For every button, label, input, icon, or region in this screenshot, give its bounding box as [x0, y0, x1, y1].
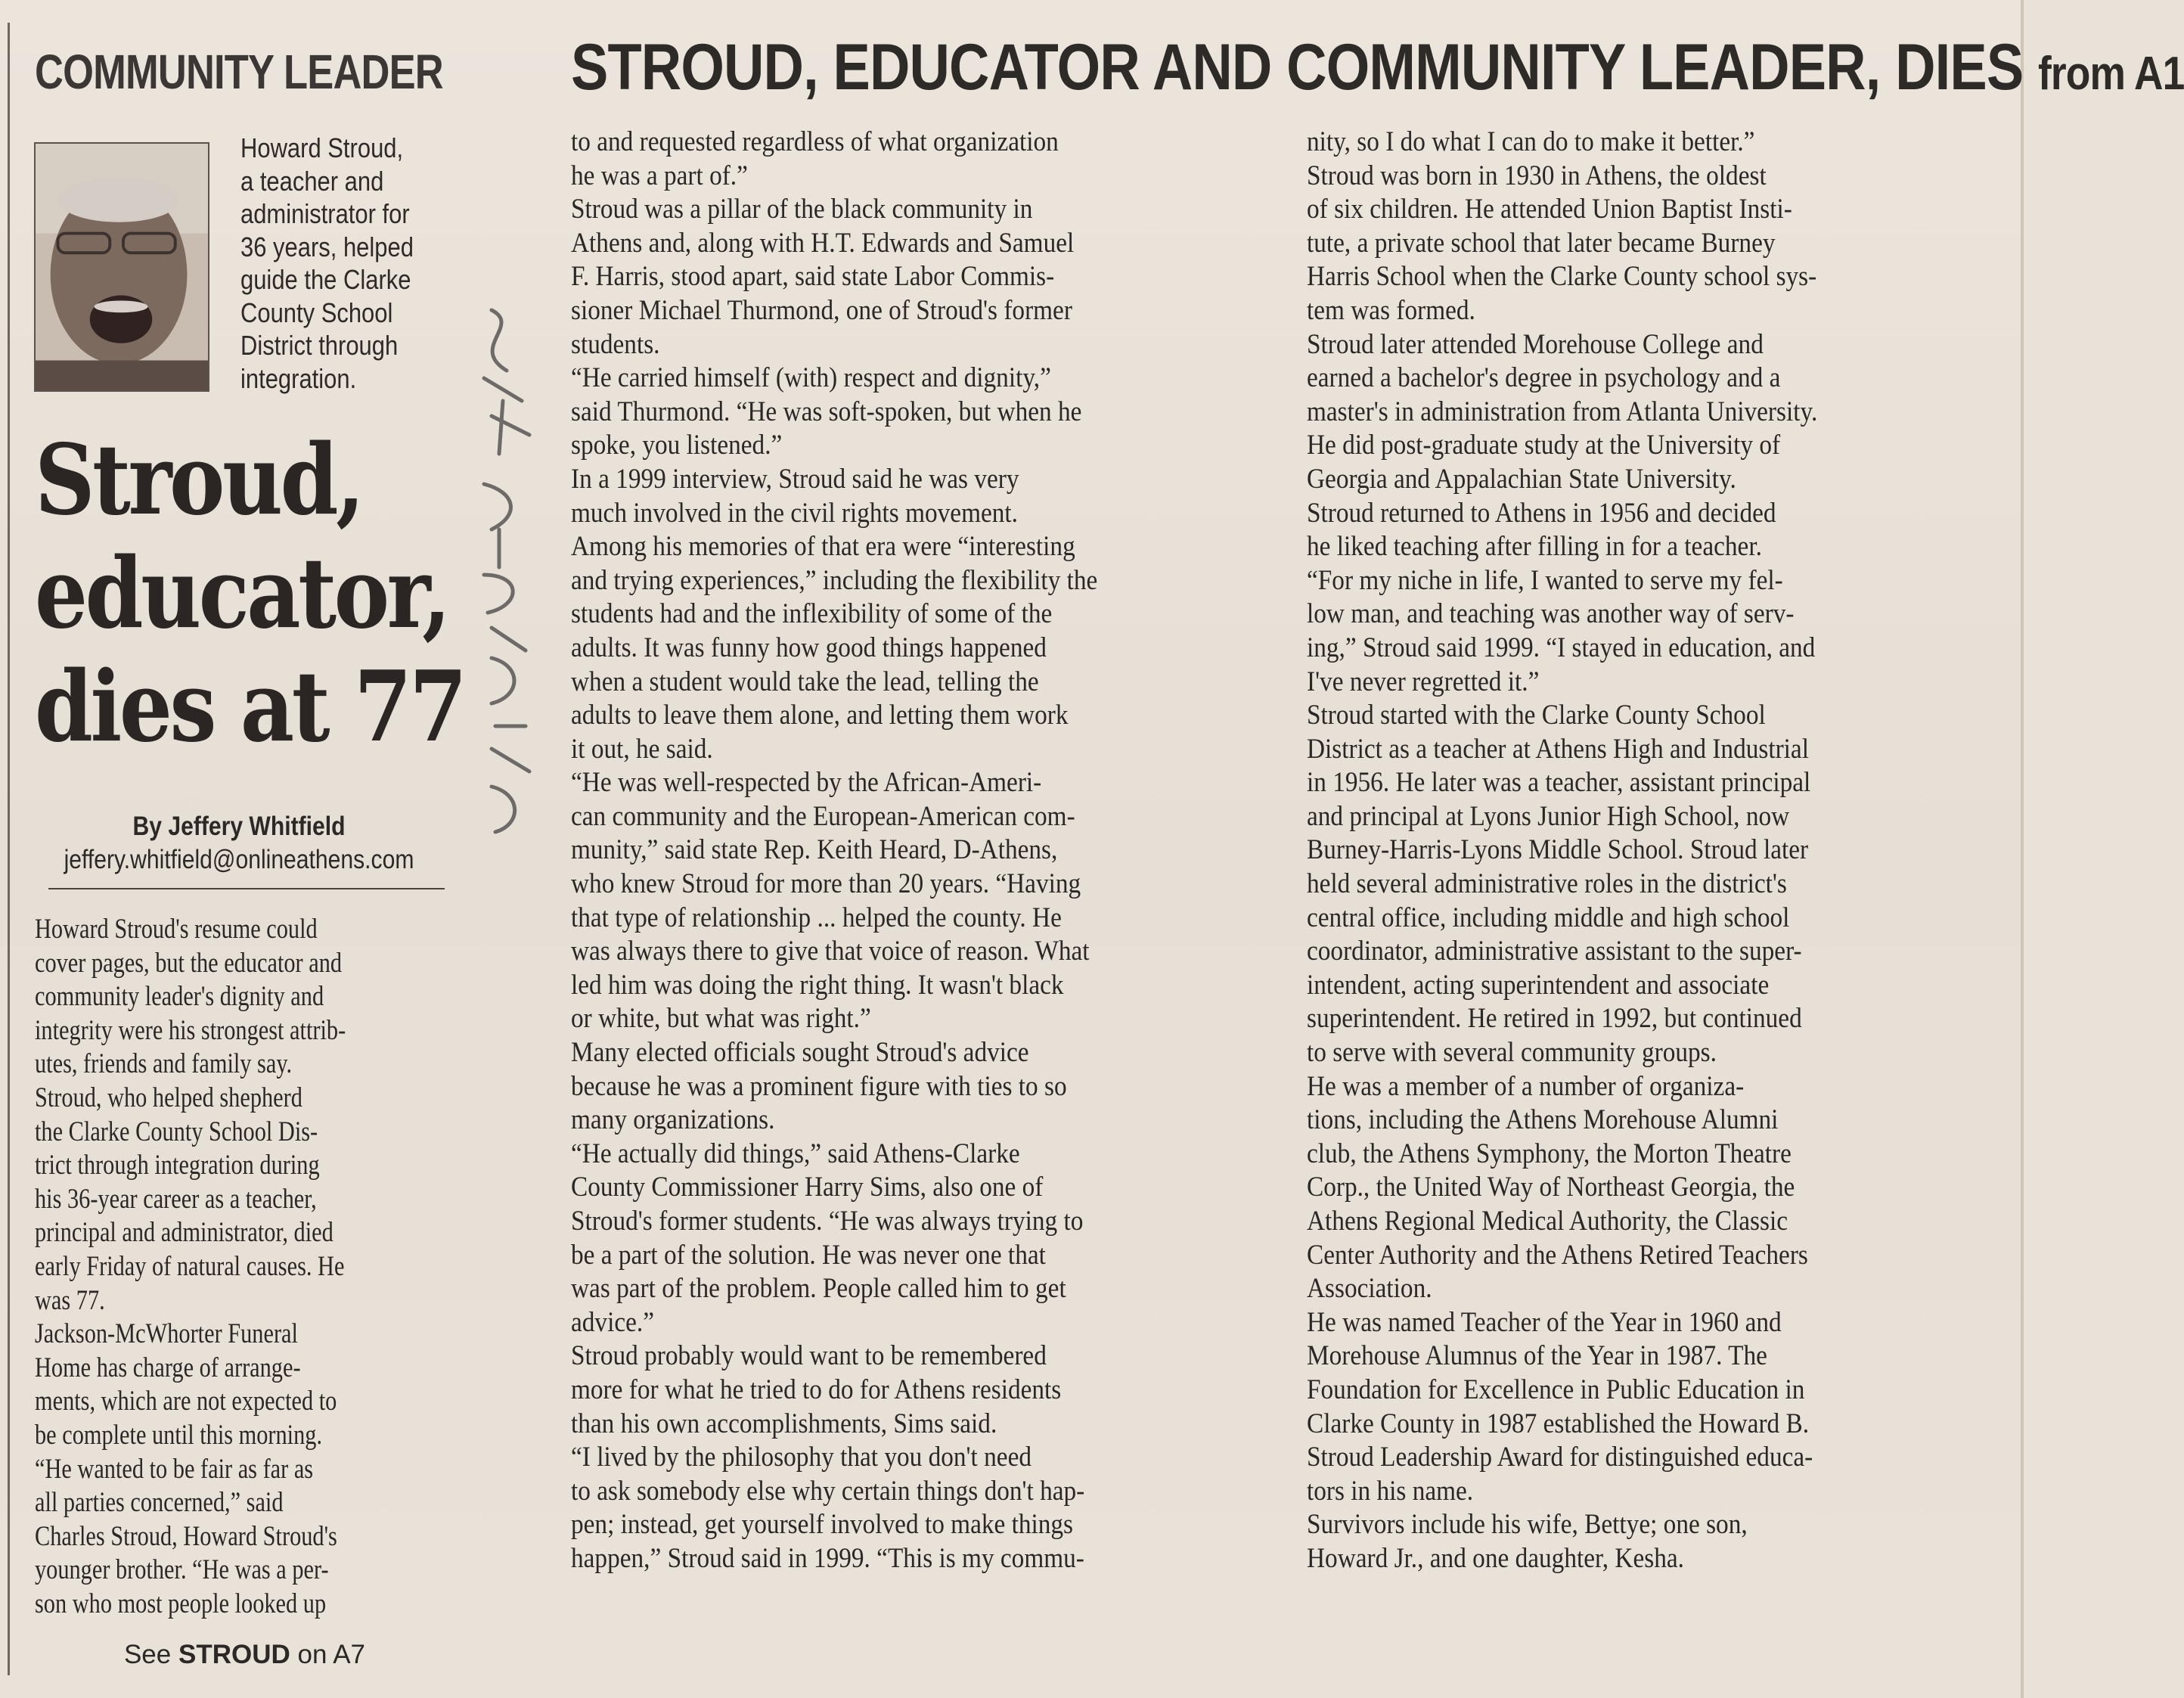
article-line: Stroud started with the Clarke County School [1307, 700, 1766, 731]
article-line: Foundation for Excellence in Public Education in [1307, 1374, 1805, 1405]
article-line: cover pages, but the educator and [35, 947, 343, 979]
headline-line: educator, [35, 537, 449, 650]
article-line: He was named Teacher of the Year in 1960 and [1307, 1306, 1782, 1338]
see-also-keyword: STROUD [178, 1640, 290, 1669]
article-line: Harris School when the Clarke County school sys- [1307, 261, 1817, 293]
article-line: Corp., the United Way of Northeast Georgia, the [1307, 1172, 1795, 1203]
article-line: younger brother. “He was a per- [35, 1554, 329, 1586]
article-line: “He wanted to be fair as far as [35, 1453, 314, 1485]
article-line: Howard Jr., and one daughter, Kesha. [1307, 1542, 1684, 1574]
article-line: Morehouse Alumnus of the Year in 1987. The [1307, 1340, 1767, 1372]
article-line: tors in his name. [1307, 1475, 1474, 1507]
article-line: Many elected officials sought Stroud's advice [571, 1037, 1029, 1069]
article-line: was part of the problem. People called him to get [571, 1273, 1066, 1305]
article-line: “For my niche in life, I wanted to serve my fel- [1307, 564, 1783, 596]
article-line: principal and administrator, died [35, 1217, 333, 1249]
article-column-1 [35, 913, 454, 1621]
article-line: Howard Stroud's resume could [35, 914, 318, 945]
article-line: in 1956. He later was a teacher, assistant principal [1307, 767, 1811, 799]
article-line: and trying experiences,” including the flexibility the [571, 564, 1098, 596]
article-line: students. [571, 328, 660, 360]
article-line: nity, so I do what I can do to make it better.” [1307, 126, 1755, 157]
article-line: Charles Stroud, Howard Stroud's [35, 1520, 337, 1552]
article-line: “He carried himself (with) respect and dignity,” [571, 362, 1051, 394]
caption-line: integration. [240, 362, 357, 394]
article-line: Survivors include his wife, Bettye; one son, [1307, 1509, 1748, 1541]
article-line: superintendent. He retired in 1992, but continued [1307, 1003, 1802, 1035]
article-line: adults. It was funny how good things happened [571, 632, 1047, 663]
article-line: it out, he said. [571, 733, 713, 765]
article-line: was 77. [35, 1284, 105, 1316]
caption-line: 36 years, helped [240, 231, 414, 262]
article-line: when a student would take the lead, telling the [571, 666, 1039, 697]
article-line: Stroud later attended Morehouse College and [1307, 328, 1764, 360]
article-line: District as a teacher at Athens High and Industrial [1307, 733, 1809, 765]
caption-line: guide the Clarke [240, 264, 411, 295]
article-line: Among his memories of that era were “interesting [571, 531, 1075, 563]
article-line: all parties concerned,” said [35, 1487, 284, 1519]
byline-author: By Jeffery Whitfield [132, 812, 346, 841]
article-line: be a part of the solution. He was never one that [571, 1239, 1046, 1271]
headline-line: Stroud, [35, 424, 363, 537]
article-line: Athens Regional Medical Authority, the Classic [1307, 1206, 1788, 1237]
article-line: his 36-year career as a teacher, [35, 1183, 317, 1215]
article-line: He was a member of a number of organiza- [1307, 1070, 1745, 1102]
article-line: advice.” [571, 1306, 655, 1338]
article-line: intendent, acting superintendent and associate [1307, 969, 1770, 1001]
article-line: students had and the inflexibility of some of the [571, 598, 1053, 630]
caption-line: Howard Stroud, [240, 132, 404, 163]
article-line: tute, a private school that later became Burney [1307, 227, 1776, 259]
article-line: much involved in the civil rights movement. [571, 497, 1018, 529]
article-line: tions, including the Athens Morehouse Alumni [1307, 1104, 1779, 1136]
article-line: I've never regretted it.” [1307, 666, 1540, 697]
article-line: more for what he tried to do for Athens residents [571, 1374, 1062, 1405]
article-line: early Friday of natural causes. He [35, 1250, 345, 1282]
article-line: He did post-graduate study at the University of [1307, 430, 1781, 461]
article-line: central office, including middle and high school [1307, 902, 1790, 933]
article-line: ing,” Stroud said 1999. “I stayed in education, and [1307, 632, 1816, 663]
article-line: Stroud returned to Athens in 1956 and decided [1307, 497, 1776, 529]
article-column-2 [571, 126, 1267, 1576]
continuation-reference [35, 1640, 454, 1670]
portrait-photo [34, 142, 209, 392]
article-line: Association. [1307, 1273, 1432, 1305]
article-line: Georgia and Appalachian State University. [1307, 463, 1736, 495]
article-line: Stroud's former students. “He was always trying to [571, 1206, 1084, 1237]
left-edge-rule [8, 23, 10, 1675]
handwritten-date-note [461, 303, 544, 847]
article-line: to serve with several community groups. [1307, 1037, 1717, 1069]
jump-headline-from: from A1 [2037, 48, 2184, 100]
article-line: Jackson-McWhorter Funeral [35, 1318, 298, 1350]
article-line: coordinator, administrative assistant to the super- [1307, 936, 1802, 967]
article-line: “I lived by the philosophy that you don't need [571, 1442, 1032, 1473]
article-line: be complete until this morning. [35, 1419, 323, 1451]
see-also-suffix: on A7 [297, 1640, 366, 1669]
article-line: son who most people looked up [35, 1588, 327, 1619]
article-line: Stroud was a pillar of the black community in [571, 194, 1033, 225]
article-line: that type of relationship ... helped the county. He [571, 902, 1062, 933]
caption-line: County School [240, 296, 393, 328]
caption-line: District through [240, 330, 399, 361]
article-line: utes, friends and family say. [35, 1048, 293, 1080]
article-line: Burney-Harris-Lyons Middle School. Stroud later [1307, 834, 1809, 866]
article-line: of six children. He attended Union Baptist Insti- [1307, 194, 1792, 225]
article-line: Stroud Leadership Award for distinguished educa- [1307, 1442, 1813, 1473]
article-line: “He was well-respected by the African-Ameri- [571, 767, 1042, 799]
article-line: the Clarke County School Dis- [35, 1116, 318, 1147]
article-line: County Commissioner Harry Sims, also one of [571, 1172, 1044, 1203]
article-line: he liked teaching after filling in for a teacher. [1307, 531, 1762, 563]
article-line: because he was a prominent figure with ties to so [571, 1070, 1067, 1102]
article-line: led him was doing the right thing. It wasn't black [571, 969, 1064, 1001]
section-kicker: COMMUNITY LEADER [35, 45, 443, 99]
article-line: ments, which are not expected to [35, 1386, 337, 1417]
article-line: low man, and teaching was another way of serv- [1307, 598, 1795, 630]
photo-caption [240, 132, 460, 395]
article-line: many organizations. [571, 1104, 775, 1136]
article-line: who knew Stroud for more than 20 years. “Having [571, 868, 1081, 900]
article-line: Athens and, along with H.T. Edwards and Samuel [571, 227, 1075, 259]
article-line: than his own accomplishments, Sims said. [571, 1408, 997, 1439]
article-line: Home has charge of arrange- [35, 1352, 301, 1383]
main-headline [35, 424, 465, 764]
article-line: integrity were his strongest attrib- [35, 1014, 346, 1046]
article-line: munity,” said state Rep. Keith Heard, D-Athens, [571, 834, 1058, 866]
article-line: Center Authority and the Athens Retired Teachers [1307, 1239, 1808, 1271]
article-line: spoke, you listened.” [571, 430, 783, 461]
byline-email: jeffery.whitfield@onlineathens.com [64, 845, 414, 874]
article-line: was always there to give that voice of reason. What [571, 936, 1090, 967]
article-line: community leader's dignity and [35, 981, 324, 1013]
see-also-prefix: See [123, 1640, 172, 1669]
article-line: earned a bachelor's degree in psychology and a [1307, 362, 1781, 394]
jump-headline-text: STROUD, EDUCATOR AND COMMUNITY LEADER, DIES [571, 31, 2024, 104]
article-line: to ask somebody else why certain things don't hap- [571, 1475, 1085, 1507]
article-line: tem was formed. [1307, 294, 1475, 326]
article-line: In a 1999 interview, Stroud said he was very [571, 463, 1019, 495]
article-line: master's in administration from Atlanta University. [1307, 396, 1818, 427]
article-line: or white, but what was right.” [571, 1003, 871, 1035]
article-line: happen,” Stroud said in 1999. “This is my commu- [571, 1542, 1084, 1574]
article-line: held several administrative roles in the district's [1307, 868, 1787, 900]
caption-line: a teacher and [240, 165, 384, 197]
article-line: “He actually did things,” said Athens-Clarke [571, 1138, 1020, 1169]
jump-headline [571, 30, 2184, 105]
caption-line: administrator for [240, 198, 410, 229]
article-line: sioner Michael Thurmond, one of Stroud's former [571, 294, 1072, 326]
article-line: to and requested regardless of what organization [571, 126, 1059, 157]
article-line: F. Harris, stood apart, said state Labor Commis- [571, 261, 1055, 293]
article-line: Stroud, who helped shepherd [35, 1082, 302, 1113]
article-line: pen; instead, get yourself involved to make things [571, 1509, 1074, 1541]
article-line: said Thurmond. “He was soft-spoken, but when he [571, 396, 1082, 427]
article-line: Stroud probably would want to be remembered [571, 1340, 1047, 1372]
byline [35, 812, 443, 875]
article-line: adults to leave them alone, and letting them work [571, 700, 1069, 731]
article-line: he was a part of.” [571, 160, 748, 191]
article-line: can community and the European-American com- [571, 800, 1075, 832]
article-line: trict through integration during [35, 1150, 320, 1181]
article-line: and principal at Lyons Junior High School, now [1307, 800, 1790, 832]
byline-divider [48, 888, 445, 889]
article-line: club, the Athens Symphony, the Morton Theatre [1307, 1138, 1792, 1169]
headline-line: dies at 77 [35, 650, 465, 764]
article-line: Stroud was born in 1930 in Athens, the oldest [1307, 160, 1767, 191]
article-column-3 [1307, 126, 1999, 1576]
article-line: Clarke County in 1987 established the Howard B. [1307, 1408, 1810, 1439]
